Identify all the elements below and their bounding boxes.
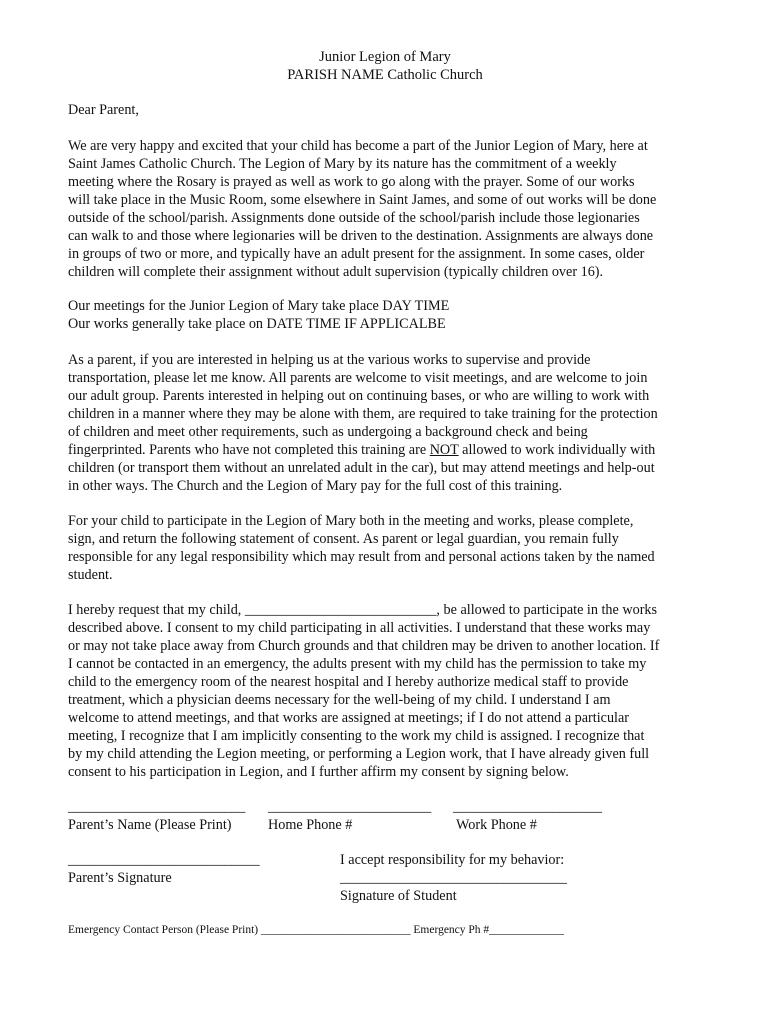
church-name: PARISH NAME Catholic Church bbox=[287, 67, 483, 83]
intro-paragraph: We are very happy and excited that your child has become a part of the Junior Legion of Mary, here at Saint James Catholic Church. The Legion of Mary by its nature has the commitment of a weekly meeting where the Rosary is prayed as well as work to go along with the prayer. Some of our works will take place in the Music Room, some elsewhere in Saint James, and some of out works will be done outside of the school/parish. Assignments done outside of the school/parish include those legionaries can walk to and those where legionaries will be driven to the destination. Assignments are always done in groups of two or more, and typically have an adult present for the assignment. In some cases, older children will complete their assignment without adult supervision (typically children over 16). bbox=[68, 138, 657, 280]
greeting: Dear Parent, bbox=[68, 102, 139, 118]
home-phone-field[interactable]: _______________________ bbox=[268, 799, 432, 815]
work-phone-field[interactable]: _____________________ bbox=[453, 799, 602, 815]
parent-help-text-1: As a parent, if you are interested in helping us at the various works to supervise and provide transportation, please let me know. All parents are welcome to visit meetings, and are welcome to join our adult group. Parents interested in helping out on continuing bases, or who are willing to work with children in a manner where they may be alone with them, are required to take training for the protection of children and meet other requirements, such as undergoing a background check and being fingerprinted. Parents who have not completed this training are bbox=[68, 352, 658, 458]
parent-signature-label: Parent’s Signature bbox=[68, 870, 172, 886]
not-emphasis: NOT bbox=[429, 442, 459, 458]
parent-signature-field[interactable]: ___________________________ bbox=[68, 852, 260, 868]
parent-help-paragraph bbox=[68, 351, 708, 495]
emergency-contact-line[interactable]: Emergency Contact Person (Please Print) __________________________ Emergency Ph #_____________ bbox=[68, 924, 564, 936]
parent-help-text-2: allowed to work individually with children (or transport them without an unrelated adult in the car), but may attend meetings and help-out in other ways. The Church and the Legion of Mary pay for the full cost of this training. bbox=[68, 442, 656, 494]
home-phone-label: Home Phone # bbox=[268, 817, 353, 833]
student-accept-text: I accept responsibility for my behavior: bbox=[340, 852, 565, 868]
work-phone-label: Work Phone # bbox=[456, 817, 537, 833]
participation-paragraph: For your child to participate in the Legion of Mary both in the meeting and works, please complete, sign, and return the following statement of consent. As parent or legal guardian, you remain fully responsible for any legal responsibility which may result from and personal actions taken by the named student. bbox=[68, 513, 655, 583]
works-schedule: Our works generally take place on DATE TIME IF APPLICALBE bbox=[68, 316, 446, 332]
parent-name-field[interactable]: _________________________ bbox=[68, 799, 246, 815]
student-signature-label: Signature of Student bbox=[340, 888, 457, 904]
parent-name-label: Parent’s Name (Please Print) bbox=[68, 817, 232, 833]
meetings-schedule: Our meetings for the Junior Legion of Mary take place DAY TIME bbox=[68, 298, 450, 314]
letter-title: Junior Legion of Mary bbox=[319, 49, 451, 65]
consent-statement: I hereby request that my child, ___________________________, be allowed to participate in the works described above. I consent to my child participating in all activities. I understand that these works may or may not take place away from Church grounds and that children may be driven to another location. If I cannot be contacted in an emergency, the adults present with my child has the permission to take my child to the emergency room of the nearest hospital and I hereby authorize medical staff to provide treatment, which a physician deems necessary for the well-being of my child. I understand I am welcome to attend meetings, and that works are assigned at meetings; if I do not attend a particular meeting, I recognize that I am implicitly consenting to the work my child is assigned. I recognize that by my child attending the Legion meeting, or performing a Legion work, that I have already given full consent to his participation in Legion, and I further affirm my consent by signing below. bbox=[68, 602, 660, 780]
student-signature-field[interactable]: ________________________________ bbox=[340, 870, 567, 886]
